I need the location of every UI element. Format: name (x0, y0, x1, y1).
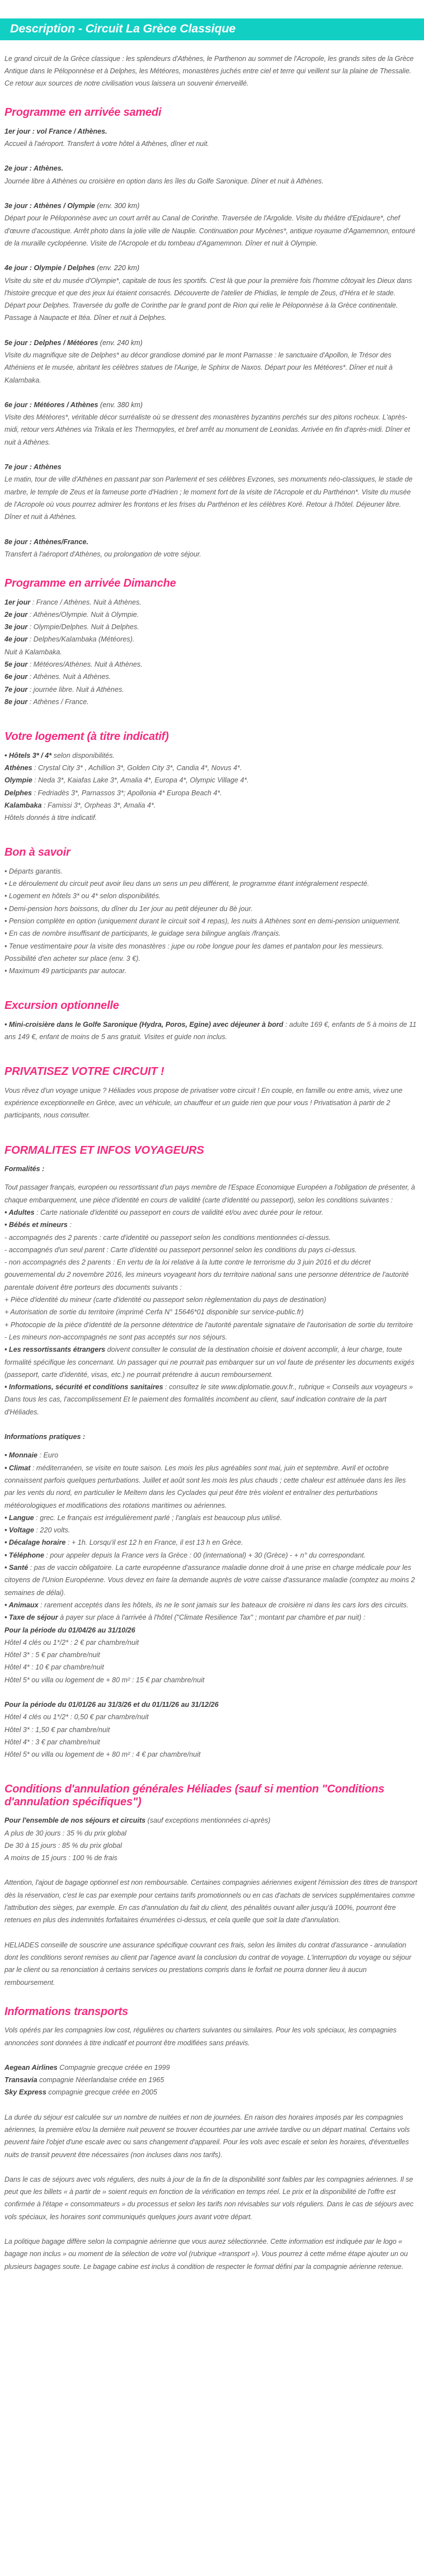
document-page (0, 18, 424, 2295)
day-line: 7e jour : journée libre. Nuit à Athènes. (4, 685, 124, 693)
taxe-row: Hôtel 5* ou villa ou logement de + 80 m² : 4 € par chambre/nuit (4, 1751, 201, 1759)
day-entry (4, 536, 417, 561)
day-line: 5e jour : Météores/Athènes. Nuit à Athènes. (4, 660, 143, 669)
transports-paragraph-3: Dans le cas de séjours avec vols réguliers, des nuits à jour de la fin de la disponibilité sont faibles par les compagnies aériennes. Il se peut que les billets « à partir de » soient requis en fonction de la vérification en temps réel. Le prix et la disponibilité de l'offre est confirmée à l'étape « consommateurs » du processus et selon les tarifs non révisables sur vols réguliers. Dans le cas de séjours avec vols spéciaux, les horaires sont communiqués quelques jours avant votre départ. (4, 2175, 414, 2221)
days-list-dimanche (4, 596, 417, 709)
logement-list (4, 749, 417, 824)
info-line: • Téléphone : pour appeler depuis la France vers la Grèce : 00 (international) + 30 (Grèce) - + n° du correspondant. (4, 1551, 366, 1559)
info-line: • Animaux : rarement acceptés dans les hôtels, ils ne le sont jamais sur les bateaux de croisière ni dans les cars lors des circuits. (4, 1601, 409, 1609)
day-body: Visite des Météores*, véritable décor surréaliste où se dressent des monastères byzantins perchés sur des pitons rocheux. L'après-midi, retour vers Athènes via Trikala et les Thermopyles, et bref arrêt au monument de Leonidas. Arrivée en fin d'après-midi. Dîner et nuit à Athènes. (4, 413, 410, 446)
day-body: Visite du site et du musée d'Olympie*, capitale de tous les sportifs. C'est là que pour la première fois l'homme côtoyait les Dieux dans l'histoire grecque et que des jeux lui étaient consacrés. Découverte de l'atelier de Phidias, le temple de Zeus, d'Héra et le stade. Départ pour Delphes. Traversée du golfe de Corinthe par le grand pont de Rion qui relie le Péloponnèse à la Grèce continentale. Passage à Naupacte et Itéa. Dîner et nuit à Delphes. (4, 276, 412, 322)
logement-line: Delphes : Fedriadès 3*, Parnassos 3*; Apollonia 4* Europa Beach 4*. (4, 789, 222, 797)
day-entry (4, 461, 417, 523)
formalites-line: • Adultes : Carte nationale d'identité ou passeport en cours de validité et/ou avec durée pour le retour. (4, 1209, 324, 1216)
info-line: • Santé : pas de vaccin obligatoire. La carte européenne d'assurance maladie donne droit à une prise en charge médicale pour les citoyens de l'Union Européenne. Vous devez en faire la demande auprès de votre caisse d'assurance maladie (comptez au moins 2 semaines de délai). (4, 1564, 415, 1597)
taxe-row: Hôtel 3* : 5 € par chambre/nuit (4, 1651, 100, 1659)
logement-line: Athènes : Crystal City 3* , Achillion 3*, Golden City 3*, Candia 4*, Novus 4*. (4, 763, 242, 772)
day-title: 2e jour : Athènes. (4, 164, 64, 173)
infos-pratiques-list (4, 1449, 417, 1624)
info-line: • Taxe de séjour à payer sur place à l'arrivée à l'hôtel ("Climate Resilience Tax" ; montant par chambre et par nuit) : (4, 1613, 366, 1622)
formalites-line: • Les ressortissants étrangers doivent consulter le consulat de la destination choisie et doivent accomplir, à leur charge, toute formalité spécifique les concernant. Un passager qui ne pourrait pas embarquer sur un vol faute de présenter les documents exigés (passeport, carte d'identité, visas, etc.) ne pourrait prétendre à aucun remboursement. (4, 1346, 414, 1379)
excursion-line: • Mini-croisière dans le Golfe Saronique (Hydra, Poros, Egine) avec déjeuner à bord : adulte 169 €, enfants de 5 à moins de 11 ans 149 €, enfant de moins de 5 ans gratuit. Visites et guide non inclus. (4, 1020, 417, 1041)
day-line: 1er jour : France / Athènes. Nuit à Athènes. (4, 598, 142, 606)
day-line: 4e jour : Delphes/Kalambaka (Météores). (4, 635, 135, 644)
day-line: 8e jour : Athènes / France. (4, 697, 89, 706)
day-title: 8e jour : Athènes/France. (4, 537, 88, 546)
formalites-subheading: Formalités : (4, 1165, 45, 1173)
formalites-line: • Bébés et mineurs : (4, 1221, 72, 1229)
day-entry (4, 162, 417, 187)
section-heading-logement: Votre logement (à titre indicatif) (4, 730, 169, 743)
intro-paragraph: Le grand circuit de la Grèce classique : les splendeurs d'Athènes, le Parthenon au sommet de l'Acropole, les grands sites de la Grèce Antique dans le Péloponnèse et à Delphes, les Météores, monastères juchés entre ciel et terre qui veillent sur la plaine de Thessalie. Ce retour aux sources de notre civilisation vous laissera un souvenir émerveillé. (4, 54, 414, 88)
day-body: Transfert à l'aéroport d'Athènes, ou prolongation de votre séjour. (4, 550, 201, 558)
formalites-line: + Pièce d'identité du mineur (carte d'identité ou passeport selon règlementation du pays de destination) (4, 1296, 327, 1304)
bullet-line: • Le déroulement du circuit peut avoir lieu dans un sens un peu différent, le programme étant intégralement respecté. (4, 880, 369, 888)
airline-line: Transavia compagnie Néerlandaise créée en 1965 (4, 2076, 164, 2084)
page-header-banner (0, 18, 424, 40)
annulation-paragraph-1: Attention, l'ajout de bagage optionnel est non remboursable. Certaines compagnies aériennes exigent l'émission des titres de transport dès la réservation, c'est le cas par exemple pour certains tarifs promotionnels ou en cas d'achats de services supplémentaires comme l'attribution des sièges, par exemple. En cas d'annulation du fait du client, des pénalités ouvant aller jusqu'à 100%, pourront être retenues en plus des indemnités forfaitaires énumérées ci-dessus, et cela quelle que soit la date d'annulation. (4, 1879, 417, 1924)
annulation-intro: Pour l'ensemble de nos séjours et circuits (sauf exceptions mentionnées ci-après) (4, 1817, 271, 1825)
info-line: • Climat : méditerranéen, se visite en toute saison. Les mois les plus agréables sont mai, juin et septembre. Avril et octobre connaissent parfois quelques perturbations. Juillet et août sont les mois les plus chauds ; cette chaleur est atténuée dans les îles par les vents du nord, en particulier le Meltem dans les Cyclades qui peut être très violent et entraîner des perturbations météorologiques et modifications des rotations maritimes ou aériennes. (4, 1464, 406, 1509)
section-heading-bon-a-savoir: Bon à savoir (4, 846, 70, 859)
document-body (0, 40, 424, 2273)
privatisez-paragraph: Vous rêvez d'un voyage unique ? Héliades vous propose de privatiser votre circuit ! En couple, en famille ou entre amis, vivez une expérience exceptionnelle en Grèce, avec un véhicule, un chauffeur et un guide rien que pour vous ! Privatisation à partir de 2 participants, nous consulter. (4, 1086, 403, 1120)
info-line: • Monnaie : Euro (4, 1451, 59, 1460)
day-body: Visite du magnifique site de Delphes* au décor grandiose dominé par le mont Parnasse : le sanctuaire d'Apollon, le Trésor des Athéniens et le musée, abritant les célèbres statues de l'Aurige, le Sphinx de Naxos. Départ pour les Météores*. Dîner et nuit à Kalambaka. (4, 351, 393, 384)
taxe-row: Hôtel 5* ou villa ou logement de + 80 m² : 15 € par chambre/nuit (4, 1676, 205, 1684)
day-line: 2e jour : Athènes/Olympie. Nuit à Olympie. (4, 610, 139, 619)
section-heading-programme-dimanche: Programme en arrivée Dimanche (4, 577, 176, 590)
formalites-line: - Les mineurs non-accompagnés ne sont pas acceptés sur nos séjours. (4, 1333, 228, 1341)
day-title: 5e jour : Delphes / Météores (env. 240 km) (4, 338, 143, 347)
taxe-row: Hôtel 4* : 10 € par chambre/nuit (4, 1663, 104, 1672)
logement-line: Hôtels donnés à titre indicatif. (4, 814, 97, 822)
day-body: Accueil à l'aéroport. Transfert à votre hôtel à Athènes, dîner et nuit. (4, 140, 209, 148)
annulation-paragraph-2: HELIADES conseille de souscrire une assurance spécifique couvrant ces frais, selon les limites du contrat d'assurance - annulation dont les conditions seront remises au client par l'agence avant la conclusion du contrat de voyage. L'interruption du voyage ou séjour par le client ou sa renonciation à certains services ou prestations compris dans le forfait ne pourra donner lieu à aucun remboursement. (4, 1941, 412, 1987)
taxe-period-2-title: Pour la période du 01/01/26 au 31/3/26 et du 01/11/26 au 31/12/26 (4, 1700, 219, 1709)
day-title: 1er jour : vol France / Athènes. (4, 127, 107, 135)
day-title: 6e jour : Météores / Athènes (env. 380 km) (4, 400, 143, 409)
taxe-row: Hôtel 4* : 3 € par chambre/nuit (4, 1738, 100, 1746)
formalites-line: + Photocopie de la pièce d'identité de la personne détentrice de l'autorité parentale signataire de l'autorisation de sortie du territoire (4, 1320, 413, 1329)
formalites-list (4, 1206, 417, 1418)
section-heading-formalites: FORMALITES ET INFOS VOYAGEURS (4, 1144, 204, 1157)
formalites-line: Dans tous les cas, l'accomplissement Et le paiement des formalités incombent au client, sauf indication contraire de la part d'Héliades. (4, 1395, 387, 1416)
day-body: Le matin, tour de ville d'Athènes en passant par son Parlement et ses célèbres Evzones, ses monuments néo-classiques, le stade de marbre, le temple de Zeus et la fameuse porte d'Hadrien ; le moment fort de la visite de l'Acropole et du Parthénon*. Visite du musée de l'Acropole où vous pourrez admirer les frontons et les frises du Parthénon et les célèbres Koré. Retour à l'hôtel. Déjeuner libre. Dîner et nuit à Athènes. (4, 475, 413, 521)
annulation-row: De 30 à 15 jours : 85 % du prix global (4, 1841, 123, 1850)
info-line: • Voltage : 220 volts. (4, 1526, 70, 1535)
section-heading-privatisez: PRIVATISEZ VOTRE CIRCUIT ! (4, 1065, 164, 1078)
bullet-line: • Demi-pension hors boissons, du dîner du 1er jour au petit déjeuner du 8è jour. (4, 904, 253, 913)
logement-line: Olympie : Neda 3*, Kaiafas Lake 3*, Amalia 4*, Europa 4*, Olympic Village 4*. (4, 776, 249, 785)
bullet-line: • Logement en hôtels 3* ou 4* selon disponibilités. (4, 892, 161, 900)
day-body: Journée libre à Athènes ou croisière en option dans les îles du Golfe Saronique. Dîner et nuit à Athènes. (4, 177, 324, 185)
day-entry (4, 399, 417, 449)
taxe-row: Hôtel 4 clés ou 1*/2* : 2 € par chambre/nuit (4, 1638, 139, 1646)
bullet-line: • Tenue vestimentaire pour la visite des monastères : jupe ou robe longue pour les dames et pantalon pour les messieurs. Possibilité d'en acheter sur place (env. 3 €). (4, 942, 384, 963)
transports-paragraph-4: La politique bagage diffère selon la compagnie aérienne que vous aurez sélectionnée. Cette information est indiquée par le logo « bagage non inclus » ou moment de la sélection de votre vol (rubrique «transport »). Vous pourrez à cette même étape ajouter un ou plusieurs bagages soute. Le bagage cabine est inclus à condition de respecter le format défini par la compagnie aérienne retenue. (4, 2238, 408, 2271)
formalites-line: - non accompagnés des 2 parents : En vertu de la loi relative à la lutte contre le terrorisme du 3 juin 2016 et du décret gouvernemental du 2 novembre 2016, les mineurs voyageant hors du territoire national sans une personne détentrice de l'autorité parentale doivent être porteurs des documents suivants : (4, 1258, 409, 1291)
taxe-period-1-title: Pour la période du 01/04/26 au 31/10/26 (4, 1626, 135, 1634)
day-entry (4, 200, 417, 249)
day-line: 6e jour : Athènes. Nuit à Athènes. (4, 673, 111, 681)
logement-line: • Hôtels 3* / 4* selon disponibilités. (4, 751, 115, 759)
section-heading-programme-samedi: Programme en arrivée samedi (4, 106, 162, 119)
formalites-line: • Informations, sécurité et conditions sanitaires : consultez le site www.diplomatie.gouv.fr., rubrique « Conseils aux voyageurs » (4, 1383, 413, 1391)
airline-line: Sky Express compagnie grecque créée en 2005 (4, 2088, 158, 2097)
airline-line: Aegean Airlines Compagnie grecque créée en 1999 (4, 2063, 170, 2072)
page-title: Description - Circuit La Grèce Classique (10, 22, 236, 35)
annulation-row: A plus de 30 jours : 35 % du prix global (4, 1829, 126, 1837)
day-entry (4, 125, 417, 150)
section-heading-annulation: Conditions d'annulation générales Héliades (sauf si mention "Conditions d'annulation spécifiques") (4, 1783, 384, 1808)
bullet-line: • Départs garantis. (4, 867, 63, 875)
formalites-intro: Tout passager français, européen ou ressortissant d'un pays membre de l'Espace Economique Européen a l'obligation de présenter, à chaque embarquement, une pièce d'identité en cours de validité (carte d'identité ou passeport), selon les conditions suivantes : (4, 1183, 415, 1204)
day-line: Nuit à Kalambaka. (4, 648, 62, 656)
taxe-row: Hôtel 3* : 1,50 € par chambre/nuit (4, 1725, 110, 1734)
info-line: • Décalage horaire : + 1h. Lorsqu'il est 12 h en France, il est 13 h en Grèce. (4, 1539, 243, 1547)
section-heading-transports: Informations transports (4, 2005, 128, 2018)
taxe-row: Hôtel 4 clés ou 1*/2* : 0,50 € par chambre/nuit (4, 1713, 149, 1721)
days-list-samedi (4, 125, 417, 560)
transports-paragraph-2: La durée du séjour est calculée sur un nombre de nuitées et non de journées. En raison des horaires imposés par les compagnies aériennes, la première et/ou la dernière nuit peuvent se trouver écourtées par une arrivée tardive ou un départ matinal. Certains vols peuvent faire l'objet d'une escale avec ou sans changement d'appareil. Pour les vols avec escale et selon les horaires, d'éventuelles nuits de transit peuvent être nécessaires (non incluses dans nos tarifs). (4, 2113, 410, 2159)
airlines-list (4, 2061, 417, 2099)
section-heading-excursion: Excursion optionnelle (4, 999, 119, 1012)
info-line: • Langue : grec. Le français est irrégulièrement parlé ; l'anglais est beaucoup plus utilisé. (4, 1513, 282, 1522)
bullet-line: • Pension complète en option (uniquement durant le circuit soit 4 repas), les nuits à Athènes sont en demi-pension uniquement. (4, 917, 401, 925)
formalites-line: + Autorisation de sortie du territoire (imprimé Cerfa N° 15646*01 disponible sur service-public.fr) (4, 1308, 304, 1317)
formalites-line: - accompagnés d'un seul parent : Carte d'identité ou passeport personnel selon les conditions du pays ci-dessus. (4, 1245, 357, 1254)
annulation-row: A moins de 15 jours : 100 % de frais (4, 1854, 117, 1862)
infos-pratiques-heading: Informations pratiques : (4, 1433, 86, 1441)
day-entry (4, 262, 417, 324)
day-title: 7e jour : Athènes (4, 463, 62, 471)
day-title: 3e jour : Athènes / Olympie (env. 300 km) (4, 202, 140, 210)
logement-line: Kalambaka : Famissi 3*, Orpheas 3*, Amalia 4*. (4, 801, 156, 809)
bullet-line: • Maximum 49 participants par autocar. (4, 967, 127, 975)
day-title: 4e jour : Olympie / Delphes (env. 220 km) (4, 264, 140, 272)
day-line: 3e jour : Olympie/Delphes. Nuit à Delphes. (4, 623, 139, 631)
formalites-line: - accompagnés des 2 parents : carte d'identité ou passeport selon les conditions mentionnées ci-dessus. (4, 1233, 331, 1242)
day-entry (4, 337, 417, 386)
bullet-line: • En cas de nombre insuffisant de participants, le guidage sera bilingue anglais /français. (4, 930, 281, 938)
day-body: Départ pour le Péloponnèse avec un court arrêt au Canal de Corinthe. Traversée de l'Argolide. Visite du théâtre d'Epidaure*, chef d'œuvre d'acoustique. Arrêt photo dans la jolie ville de Nauplie. Continuation pour Mycènes*, antique royaume d'Agamemnon, entouré de la muraille cyclopéenne. Visite de l'Acropole et du tombeau d'Agamemnon. Dîner et nuit à Olympie. (4, 214, 416, 247)
transports-paragraph-1: Vols opérés par les compagnies low cost, régulières ou charters suivantes ou similaires. Pour les vols spéciaux, les compagnies annoncées sont données à titre indicatif et pourront être modifiées sans préavis. (4, 2026, 397, 2047)
bon-a-savoir-list (4, 865, 417, 978)
